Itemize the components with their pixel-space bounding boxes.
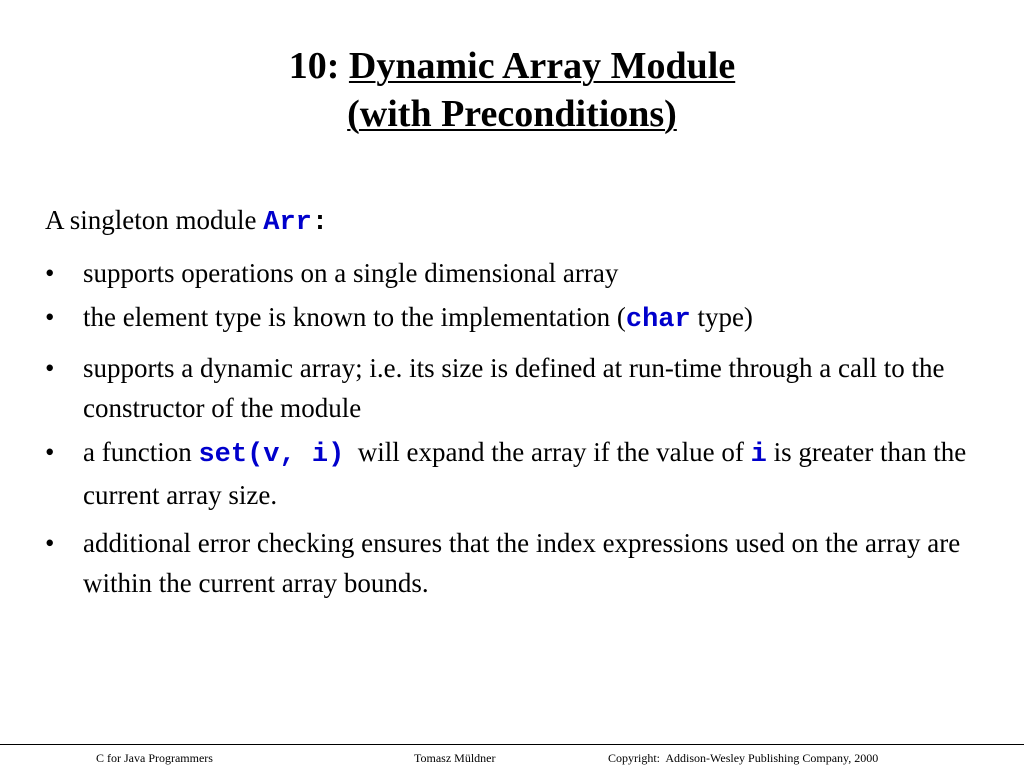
bullet-text: additional error checking ensures that the index expressions used on the array are within the current array bounds. bbox=[83, 528, 961, 598]
bullet-item bbox=[45, 523, 995, 603]
bullet-dot: • bbox=[45, 302, 55, 332]
bullet-text: will expand the array if the value of bbox=[344, 437, 751, 467]
slide-title bbox=[0, 42, 1024, 138]
intro-text: A singleton module bbox=[45, 205, 264, 235]
bullet-item bbox=[45, 297, 995, 340]
title-prefix: 10: bbox=[288, 45, 349, 87]
bullet-item bbox=[45, 253, 995, 293]
intro-code: Arr bbox=[263, 208, 312, 238]
title-line-2 bbox=[0, 90, 1024, 138]
title-line-1 bbox=[0, 42, 1024, 90]
bullet-text: type) bbox=[690, 302, 753, 332]
footer-divider bbox=[0, 744, 1024, 745]
intro-line bbox=[45, 200, 328, 243]
bullet-text: is greater than the current array size. bbox=[83, 437, 967, 510]
bullet-text: supports operations on a single dimensional array bbox=[83, 258, 619, 288]
bullet-code-set: set(v, i) bbox=[198, 440, 345, 470]
bullet-text: supports a dynamic array; i.e. its size is defined at run-time through a call to the constructor of the module bbox=[83, 353, 945, 423]
bullet-list bbox=[45, 253, 995, 603]
title-subtitle: (with Preconditions) bbox=[347, 93, 677, 135]
bullet-code-i: i bbox=[750, 440, 767, 470]
bullet-item bbox=[45, 432, 995, 515]
footer-author: Tomasz Müldner bbox=[414, 751, 496, 765]
bullet-dot: • bbox=[45, 528, 55, 558]
bullet-text: the element type is known to the implementation ( bbox=[83, 302, 626, 332]
bullet-dot: • bbox=[45, 258, 55, 288]
title-main: Dynamic Array Module bbox=[348, 45, 736, 87]
footer-copyright: Copyright: Addison-Wesley Publishing Company, 2000 bbox=[608, 751, 879, 765]
intro-suffix: : bbox=[311, 208, 329, 238]
bullet-item bbox=[45, 348, 995, 428]
bullet-code-char: char bbox=[625, 305, 691, 335]
bullet-dot: • bbox=[45, 353, 55, 383]
bullet-dot: • bbox=[45, 437, 55, 467]
bullet-text: a function bbox=[83, 437, 199, 467]
footer-course: C for Java Programmers bbox=[96, 751, 213, 765]
